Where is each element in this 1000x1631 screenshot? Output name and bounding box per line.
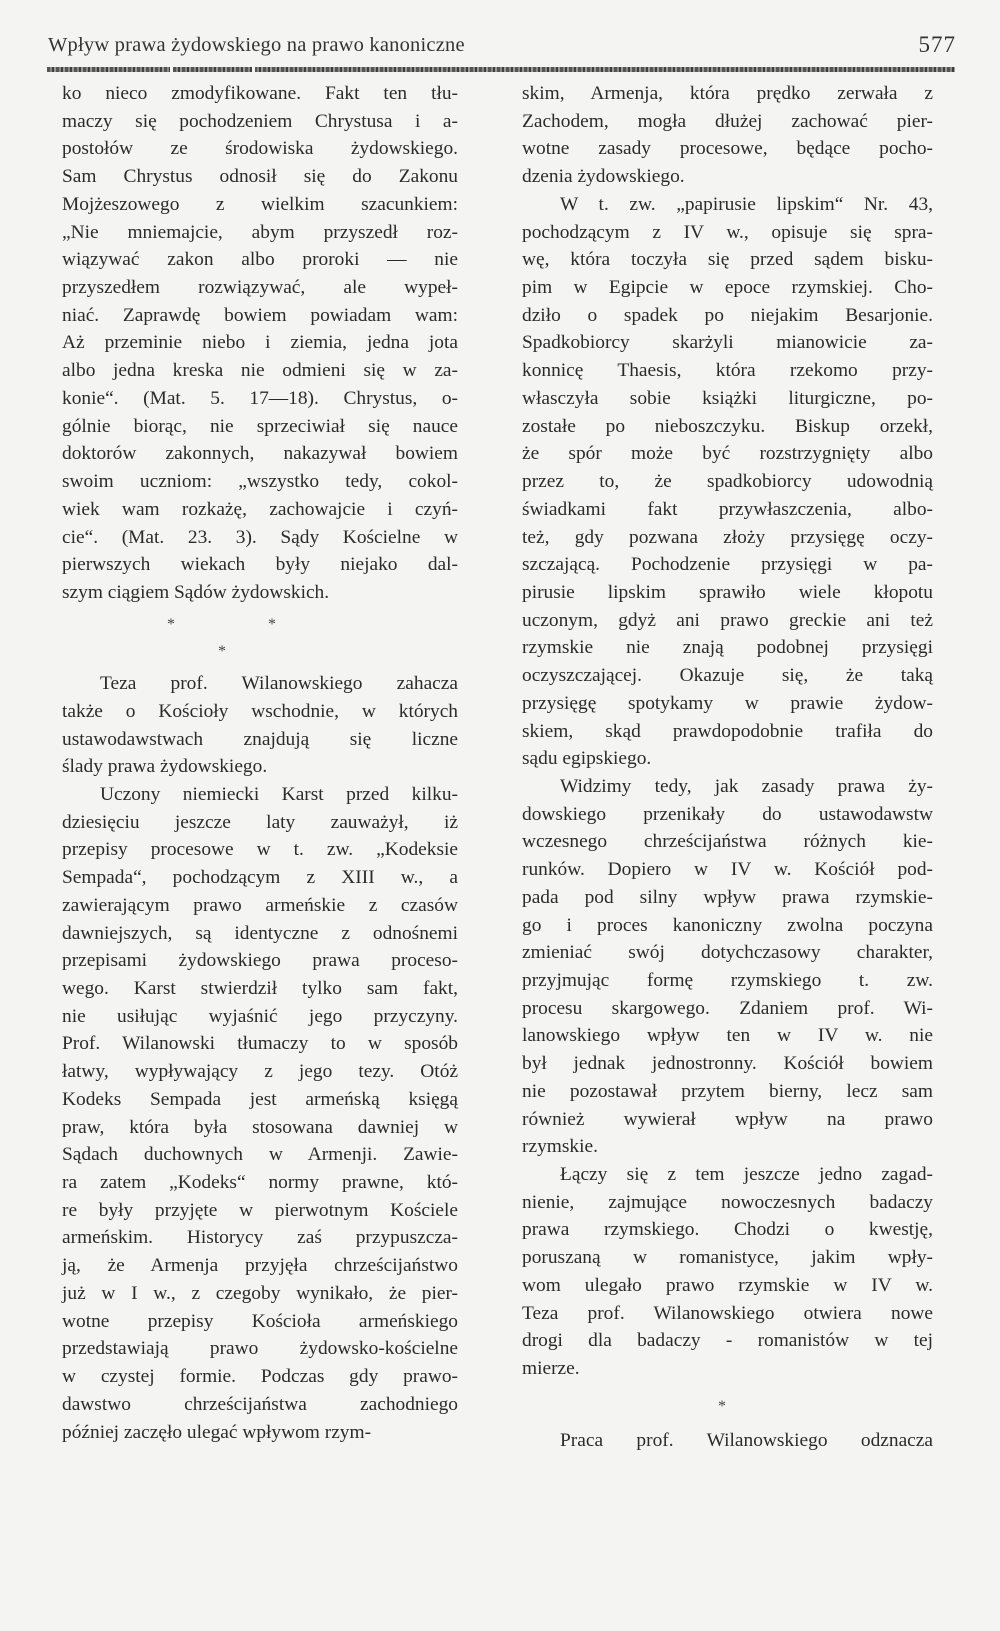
text-line: poruszaną w romanistyce, jakim wpły- — [522, 1247, 933, 1269]
text-line: „Nie mniemajcie, abym przyszedł roz- — [62, 221, 458, 243]
left-column — [62, 80, 458, 1446]
text-line: nie usiłując wyjaśnić jego przyczyny. — [62, 1005, 458, 1027]
text-line: Prof. Wilanowski tłumaczy to w sposób — [62, 1033, 458, 1055]
text-line: mierze. — [522, 1358, 580, 1380]
text-line: maczy się pochodzeniem Chrystusa i a- — [62, 110, 458, 132]
asterisk-icon: * — [167, 615, 175, 633]
section-separator — [62, 634, 458, 662]
text-line: w czystej formie. Podczas gdy prawo- — [62, 1366, 458, 1388]
text-line: już w I w., z czegoby wynikało, że pier- — [62, 1282, 458, 1304]
text-line: wiek wam rozkażę, zachowajcie i czyń- — [62, 498, 458, 520]
paragraph — [62, 781, 458, 1446]
text-line: W t. zw. „papirusie lipskim“ Nr. 43, — [560, 193, 933, 215]
text-line: łatwy, wypływający z jego tezy. Otóż — [62, 1061, 458, 1083]
text-line: świadkami fakt przywłaszczenia, albo- — [522, 498, 933, 520]
spacer — [62, 662, 458, 670]
text-line: gólnie biorąc, nie sprzeciwiał się nauce — [62, 415, 458, 437]
text-line: cie“. (Mat. 23. 3). Sądy Kościelne w — [62, 526, 458, 548]
paragraph — [62, 670, 458, 781]
text-line: prawa rzymskiego. Chodzi o kwestję, — [522, 1219, 933, 1241]
text-line: swoim uczniom: „wszystko tedy, cokol- — [62, 471, 458, 493]
paragraph — [522, 1161, 933, 1383]
text-line: wczesnego chrześcijaństwa różnych kie- — [522, 831, 933, 853]
text-line: doktorów zakonnych, nakazywał bowiem — [62, 443, 458, 465]
text-line: konnicę Thaesis, która rzekomo przy- — [522, 360, 933, 382]
asterisk-icon: * — [718, 1397, 726, 1415]
text-line: nie pozostawał przytem bierny, lecz sam — [522, 1080, 933, 1102]
text-line: wiązywać zakon albo proroki — nie — [62, 249, 458, 271]
text-line: procesu skargowego. Zdaniem prof. Wi- — [522, 997, 933, 1019]
text-line: pochodzącym z IV w., opisuje się spra- — [522, 221, 933, 243]
header-rule — [47, 67, 955, 72]
text-line: praw, która była stosowana dawniej w — [62, 1116, 458, 1138]
text-line: Łączy się z tem jeszcze jedno zagad- — [560, 1164, 933, 1186]
text-line: dawstwo chrześcijaństwa zachodniego — [62, 1393, 458, 1415]
text-line: Sam Chrystus odnosił się do Zakonu — [62, 166, 458, 188]
text-line: przyjmując formę rzymskiego t. zw. — [522, 970, 933, 991]
text-line: przyszedłem rozwiązywać, ale wypeł- — [62, 277, 458, 299]
text-line: wego. Karst stwierdził tylko sam fakt, — [62, 978, 458, 999]
text-line: nienie, zajmujące nowoczesnych badaczy — [522, 1191, 933, 1213]
text-line: pirusie lipskim sprawiło wiele kłopotu — [522, 581, 933, 603]
paragraph — [522, 773, 933, 1161]
text-line: armeńskim. Historycy zaś przypuszcza- — [62, 1227, 458, 1249]
text-line: Spadkobiorcy skarżyli mianowicie za- — [522, 332, 933, 354]
text-line: Praca prof. Wilanowskiego odznacza — [560, 1429, 933, 1451]
text-line: dawniejszych, są identyczne z odnośnemi — [62, 922, 458, 944]
text-line: ko nieco zmodyfikowane. Fakt ten tłu- — [62, 83, 458, 104]
text-line: też, gdy pozwana złoży przysięgę oczy- — [522, 526, 933, 548]
text-line: dzenia żydowskiego. — [522, 166, 685, 188]
section-separator — [62, 607, 458, 635]
text-line: ra zatem „Kodeks“ normy prawne, któ- — [62, 1172, 458, 1194]
text-line: oczyszczającej. Okazuje się, że taką — [522, 665, 933, 687]
text-line: Kodeks Sempada jest armeńską księgą — [62, 1088, 458, 1110]
text-line: pim w Egipcie w epoce rzymskiej. Cho- — [522, 277, 933, 299]
text-line: uczonym, gdyż ani prawo greckie ani też — [522, 609, 933, 631]
text-line: Sempada“, pochodzącym z XIII w., a — [62, 867, 458, 889]
text-line: Sądach duchownych w Armenji. Zawie- — [62, 1144, 458, 1166]
asterisk-icon: * — [268, 615, 276, 633]
text-line: albo jedna kreska nie odmieni się w za- — [62, 360, 458, 382]
text-line: przedstawiają prawo żydowsko-kościelne — [62, 1338, 458, 1360]
text-line: skim, Armenja, która prędko zerwała z — [522, 83, 933, 104]
text-line: przepisy procesowe w t. zw. „Kodeksie — [62, 839, 458, 861]
text-line: postołów ze środowiska żydowskiego. — [62, 138, 458, 160]
text-line: Zachodem, mogła dłużej zachować pier- — [522, 110, 933, 132]
text-line: go i proces kanoniczny zwolna poczyna — [522, 914, 933, 936]
text-line: Mojżeszowego z wielkim szacunkiem: — [62, 193, 458, 215]
text-line: także o Kościoły wschodnie, w których — [62, 700, 458, 722]
text-line: przez to, że spadkobiorcy udowodnią — [522, 471, 933, 493]
running-head — [48, 30, 956, 62]
text-line: konie“. (Mat. 5. 17—18). Chrystus, o- — [62, 387, 458, 409]
text-line: niać. Zaprawdę bowiem powiadam wam: — [62, 304, 458, 326]
text-line: ślady prawa żydowskiego. — [62, 756, 268, 778]
text-line: dziło o spadek po niejakim Besarjonie. — [522, 304, 933, 326]
section-separator — [522, 1389, 933, 1417]
header-rule-gap — [252, 67, 255, 72]
text-line: wom ulegało prawo rzymskie w IV w. — [522, 1274, 933, 1296]
text-line: runków. Dopiero w IV w. Kościół pod- — [522, 859, 933, 881]
text-line: drogi dla badaczy - romanistów w tej — [522, 1330, 933, 1352]
text-line: ją, że Armenja przyjęła chrześcijaństwo — [62, 1255, 458, 1277]
text-line: rzymskie. — [522, 1136, 598, 1158]
text-line: Widzimy tedy, jak zasady prawa ży- — [560, 775, 933, 797]
paragraph — [62, 80, 458, 607]
text-line: Teza prof. Wilanowskiego zahacza — [100, 673, 458, 695]
text-line: zmieniać swój dotychczasowy charakter, — [522, 942, 933, 964]
right-column — [522, 80, 933, 1454]
running-title: Wpływ prawa żydowskiego na prawo kanoniczne — [48, 34, 465, 56]
text-line: własczyła sobie książki liturgiczne, po- — [522, 387, 933, 409]
text-line: wę, która toczyła się przed sądem bisku- — [522, 249, 933, 271]
text-line: rzymskie nie znają podobnej przysięgi — [522, 637, 933, 659]
paragraph — [522, 80, 933, 191]
text-line: wotne przepisy Kościoła armeńskiego — [62, 1310, 458, 1332]
text-line: był jednak jednostronny. Kościół bowiem — [522, 1053, 933, 1075]
text-line: ustawodawstwach znajdują się liczne — [62, 728, 458, 750]
text-line: skiem, skąd prawdopodobnie trafiła do — [522, 720, 933, 742]
text-line: re były przyjęte w pierwotnym Kościele — [62, 1199, 458, 1221]
text-line: Aż przeminie niebo i ziemia, jedna jota — [62, 332, 458, 354]
text-line: również wywierał wpływ na prawo — [522, 1108, 933, 1130]
text-line: dowskiego przenikały do ustawodawstw — [522, 803, 933, 825]
text-line: że spór może być rozstrzygnięty albo — [522, 443, 933, 465]
text-line: pierwszych wiekach były niejako dal- — [62, 554, 458, 576]
text-line: przysięgę spotykamy w prawie żydow- — [522, 692, 933, 714]
text-line: Uczony niemiecki Karst przed kilku- — [100, 783, 458, 805]
text-line: wotne zasady procesowe, będące pocho- — [522, 138, 933, 160]
text-line: lanowskiego wpływ ten w IV w. nie — [522, 1025, 933, 1047]
text-line: sądu egipskiego. — [522, 748, 652, 770]
paragraph — [522, 191, 933, 773]
header-rule-gap — [170, 67, 173, 72]
text-line: szczającą. Pochodzenie przysięgi w pa- — [522, 554, 933, 576]
text-line: zostałe po nieboszczyku. Biskup orzekł, — [522, 415, 933, 437]
asterisk-icon: * — [218, 643, 226, 661]
text-line: dziesięciu jeszcze laty zauważył, iż — [62, 811, 458, 833]
text-line: pada pod silny wpływ prawa rzymskie- — [522, 886, 933, 908]
text-line: Teza prof. Wilanowskiego otwiera nowe — [522, 1302, 933, 1324]
spacer — [522, 1417, 933, 1427]
text-line: zawierającym prawo armeńskie z czasów — [62, 894, 458, 916]
page-number: 577 — [918, 32, 956, 57]
text-line: później zaczęło ulegać wpływom rzym- — [62, 1421, 372, 1443]
paragraph — [522, 1427, 933, 1455]
text-line: przepisami żydowskiego prawa proceso- — [62, 950, 458, 972]
text-line: szym ciągiem Sądów żydowskich. — [62, 581, 330, 603]
